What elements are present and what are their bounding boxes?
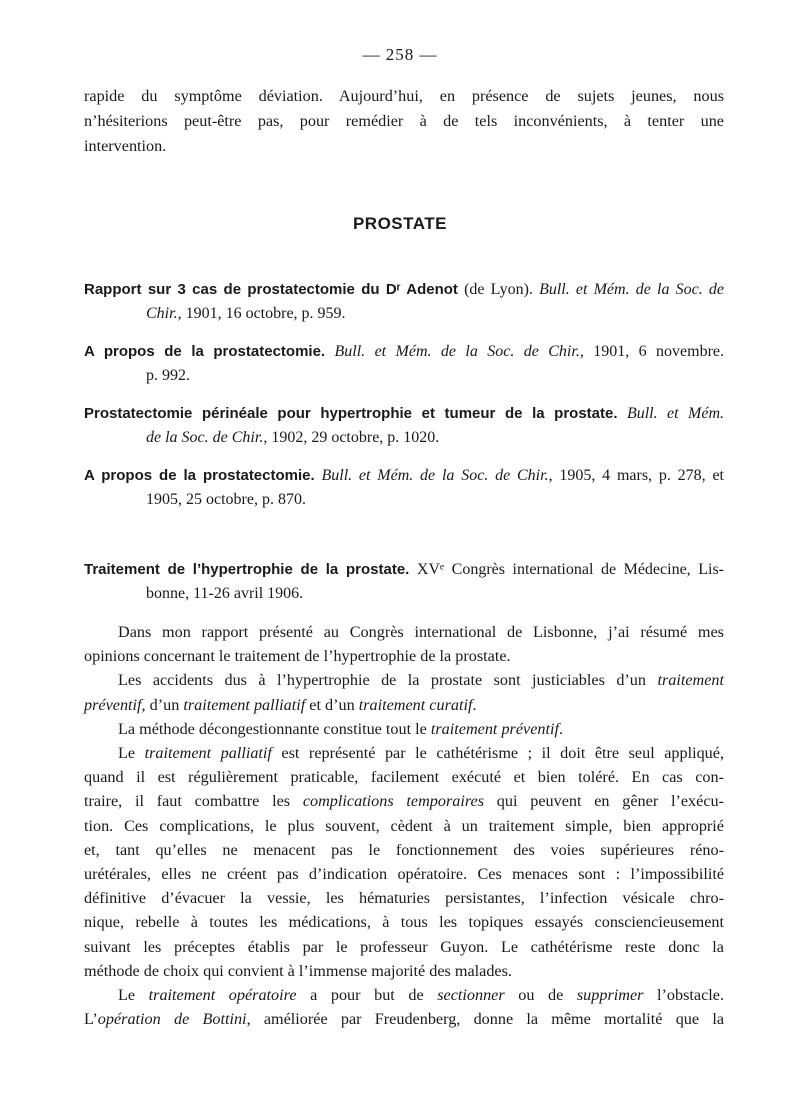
reference-text: , 1901, 16 octobre, p. 959. bbox=[177, 305, 346, 322]
text-span: La méthode décongestionnante constitue tout le bbox=[118, 719, 431, 738]
text-line: et, tant qu’elles ne menacent pas le fonctionnement des voies supérieures réno- bbox=[84, 840, 724, 859]
text-line: Dans mon rapport présenté au Congrès international de Lisbonne, j’ai résumé mes bbox=[118, 623, 724, 641]
text-span: Le bbox=[118, 986, 149, 1005]
reference-first-line bbox=[84, 402, 724, 426]
text-span: , d’un bbox=[141, 695, 184, 714]
text-line bbox=[84, 741, 724, 765]
reference-journal: Bull. et Mém. de la Soc. de bbox=[539, 281, 724, 298]
text-line: n’hésiterions peut-être pas, pour remédier à de tels inconvénients, à tenter une bbox=[84, 112, 724, 130]
reference-text: XVᵉ Congrès international de Médecine, Lis- bbox=[409, 561, 725, 578]
reference-journal: Chir. bbox=[146, 305, 178, 322]
text-line: méthode de choix qui convient à l’immense majorité des malades. bbox=[84, 961, 512, 980]
text-line bbox=[84, 1007, 724, 1031]
text-span: qui peuvent en gêner l’exécu- bbox=[484, 792, 724, 811]
emphasis: complications temporaires bbox=[302, 792, 485, 811]
main-reference bbox=[84, 558, 724, 606]
reference-continuation: bonne, 11-26 avril 1906. bbox=[146, 585, 304, 602]
text-line bbox=[84, 717, 724, 741]
reference-first-line bbox=[84, 340, 724, 364]
reference-journal: de la Soc. de Chir. bbox=[146, 429, 264, 446]
emphasis: préventif bbox=[84, 695, 142, 714]
reference-title: A propos de la prostatectomie. bbox=[84, 467, 315, 484]
reference-title: Prostatectomie périnéale pour hypertrophie et tumeur de la prostate. bbox=[84, 405, 618, 422]
text-line bbox=[84, 668, 724, 692]
text-line: intervention. bbox=[84, 137, 167, 155]
emphasis: opération de Bottini bbox=[97, 1010, 247, 1029]
text-line: nique, rebelle à toutes les médications, à tous les topiques essayés consciencieusement bbox=[84, 913, 724, 932]
emphasis: traitement palliatif bbox=[144, 744, 272, 763]
text-line bbox=[84, 983, 724, 1007]
reference-entry bbox=[84, 402, 724, 450]
reference-first-line bbox=[84, 464, 724, 488]
text-line: suivant les préceptes établis par le professeur Guyon. Le cathétérisme reste donc la bbox=[84, 937, 724, 956]
emphasis: traitement curatif bbox=[358, 695, 473, 714]
reference-text bbox=[618, 405, 627, 422]
text-span: et d’un bbox=[305, 695, 359, 714]
text-line: quand il est régulièrement praticable, facilement exécuté et bien toléré. En cas con- bbox=[84, 768, 724, 787]
reference-continuation bbox=[84, 302, 724, 326]
text-span: Les accidents dus à l’hypertrophie de la prostate sont justiciables d’un bbox=[118, 671, 658, 690]
emphasis: traitement opératoire bbox=[148, 986, 297, 1005]
text-line bbox=[84, 789, 724, 813]
reference-entry bbox=[84, 464, 724, 512]
text-span: a pour but de bbox=[296, 986, 438, 1005]
emphasis: traitement palliatif bbox=[183, 695, 306, 714]
reference-text bbox=[325, 343, 334, 360]
text-span: ou de bbox=[504, 986, 577, 1005]
text-span: . bbox=[472, 695, 477, 714]
text-line bbox=[84, 693, 724, 717]
text-line: tion. Ces complications, le plus souvent, cèdent à un traitement simple, bien approprié bbox=[84, 816, 724, 835]
text-span: , améliorée par Freudenberg, donne la même mortalité que la bbox=[246, 1010, 725, 1029]
reference-entry bbox=[84, 340, 724, 388]
reference-continuation: 1905, 25 octobre, p. 870. bbox=[146, 491, 306, 508]
reference-first-line bbox=[84, 278, 724, 302]
text-line: opinions concernant le traitement de l’hypertrophie de la prostate. bbox=[84, 647, 511, 666]
reference-journal: Bull. et Mém. de la Soc. de Chir. bbox=[334, 343, 580, 360]
reference-text: , 1901, 6 novembre. bbox=[579, 343, 725, 360]
reference-title: Traitement de l’hypertrophie de la prostate. bbox=[84, 561, 410, 578]
text-line: urétérales, elles ne créent pas d’indication opératoire. Ces menaces sont : l’impossibilité bbox=[84, 865, 724, 884]
reference-title: Rapport sur 3 cas de prostatectomie du Dʳ Adenot bbox=[84, 281, 458, 298]
body-text bbox=[84, 620, 724, 1031]
intro-paragraph bbox=[84, 84, 724, 159]
reference-text: , 1902, 29 octobre, p. 1020. bbox=[263, 429, 440, 446]
reference-continuation: p. 992. bbox=[146, 367, 190, 384]
emphasis: sectionner bbox=[437, 986, 505, 1005]
reference-text: , 1905, 4 mars, p. 278, et bbox=[548, 467, 724, 484]
text-span: l’obstacle. bbox=[643, 986, 724, 1005]
reference-text: (de Lyon). bbox=[457, 281, 540, 298]
reference-entry bbox=[84, 278, 724, 326]
text-span: est représenté par le cathétérisme ; il doit être seul appliqué, bbox=[271, 744, 724, 763]
text-span: . bbox=[559, 719, 564, 738]
text-span: L’ bbox=[84, 1010, 98, 1029]
reference-title: A propos de la prostatectomie. bbox=[84, 343, 326, 360]
emphasis: supprimer bbox=[576, 986, 644, 1005]
section-heading: PROSTATE bbox=[352, 214, 448, 233]
reference-journal: Bull. et Mém. bbox=[626, 405, 724, 422]
text-line: rapide du symptôme déviation. Aujourd’hui, en présence de sujets jeunes, nous bbox=[84, 87, 724, 105]
reference-first-line bbox=[84, 558, 724, 582]
emphasis: traitement préventif bbox=[430, 719, 559, 738]
emphasis: traitement bbox=[657, 671, 724, 690]
reference-continuation bbox=[84, 426, 724, 450]
reference-journal: Bull. et Mém. de la Soc. de Chir. bbox=[321, 467, 549, 484]
text-line: définitive d’évacuer la vessie, les hématuries persistantes, l’infection vésicale chro- bbox=[84, 889, 724, 908]
text-span: traire, il faut combattre les bbox=[84, 792, 303, 811]
page-number: — 258 — bbox=[362, 45, 438, 64]
text-span: Le bbox=[118, 744, 145, 763]
